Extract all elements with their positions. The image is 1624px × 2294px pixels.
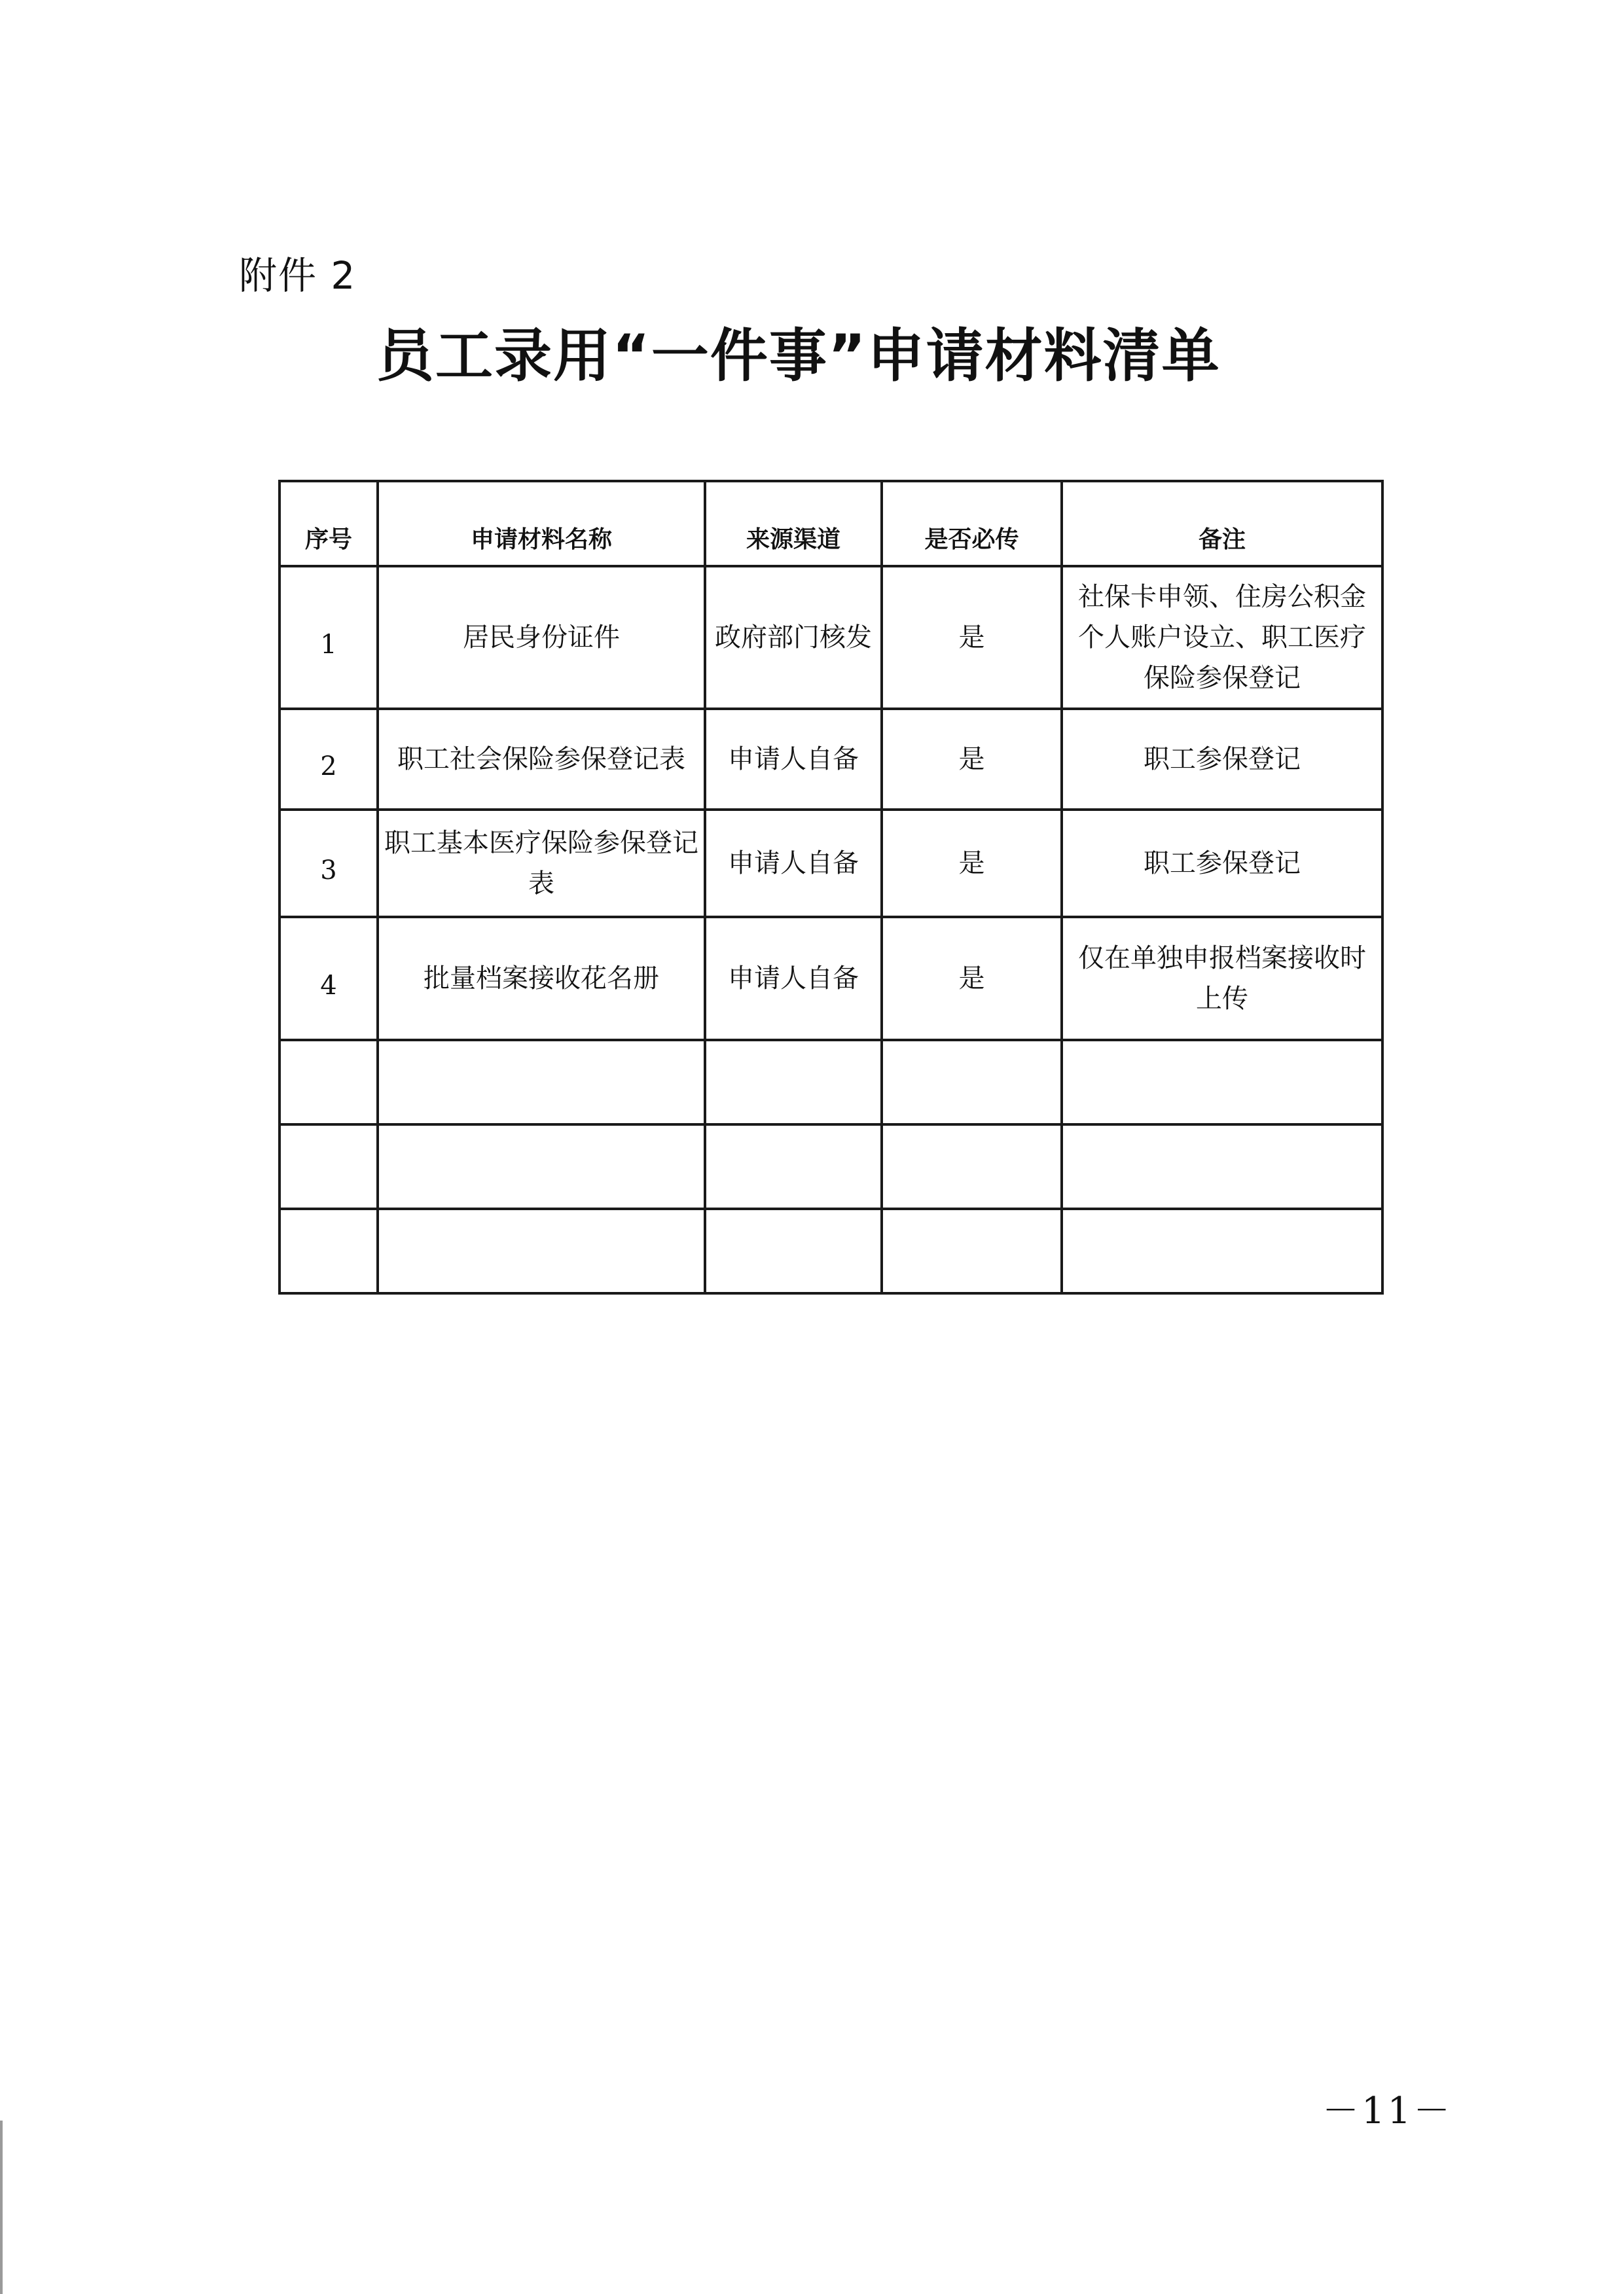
cell-no: 2 (280, 709, 378, 810)
scan-edge-line (0, 2121, 3, 2294)
empty-cell (280, 1124, 378, 1209)
document-title: 员工录用“一件事”申请材料清单 (376, 322, 1221, 389)
table-header-row (280, 481, 1382, 566)
cell-no: 3 (280, 810, 378, 917)
empty-cell (378, 1209, 705, 1293)
table-row (280, 566, 1382, 709)
cell-source: 申请人自备 (705, 709, 882, 810)
empty-cell (1062, 1124, 1382, 1209)
empty-cell (882, 1209, 1062, 1293)
empty-cell (882, 1040, 1062, 1124)
cell-name: 居民身份证件 (378, 566, 705, 709)
empty-table-row (280, 1124, 1382, 1209)
table-row (280, 810, 1382, 917)
cell-remark: 仅在单独申报档案接收时上传 (1062, 917, 1382, 1040)
cell-remark: 职工参保登记 (1062, 709, 1382, 810)
header-no: 序号 (280, 481, 378, 566)
empty-cell (705, 1040, 882, 1124)
materials-table (278, 480, 1384, 1295)
empty-table-row (280, 1209, 1382, 1293)
attachment-label: 附件 2 (239, 253, 357, 298)
cell-name: 批量档案接收花名册 (378, 917, 705, 1040)
header-source: 来源渠道 (705, 481, 882, 566)
cell-required: 是 (882, 709, 1062, 810)
empty-cell (378, 1124, 705, 1209)
empty-cell (280, 1209, 378, 1293)
empty-table-row (280, 1040, 1382, 1124)
cell-required: 是 (882, 917, 1062, 1040)
cell-required: 是 (882, 810, 1062, 917)
empty-cell (280, 1040, 378, 1124)
cell-remark: 社保卡申领、住房公积金个人账户设立、职工医疗保险参保登记 (1062, 566, 1382, 709)
empty-cell (1062, 1040, 1382, 1124)
empty-cell (705, 1124, 882, 1209)
cell-required: 是 (882, 566, 1062, 709)
page-number: －11－ (1322, 2090, 1453, 2132)
header-required: 是否必传 (882, 481, 1062, 566)
empty-cell (705, 1209, 882, 1293)
cell-name: 职工基本医疗保险参保登记表 (378, 810, 705, 917)
empty-cell (1062, 1209, 1382, 1293)
cell-remark: 职工参保登记 (1062, 810, 1382, 917)
cell-no: 4 (280, 917, 378, 1040)
cell-no: 1 (280, 566, 378, 709)
empty-cell (378, 1040, 705, 1124)
empty-cell (882, 1124, 1062, 1209)
header-remark: 备注 (1062, 481, 1382, 566)
cell-source: 申请人自备 (705, 810, 882, 917)
cell-source: 政府部门核发 (705, 566, 882, 709)
header-name: 申请材料名称 (378, 481, 705, 566)
cell-source: 申请人自备 (705, 917, 882, 1040)
table-row (280, 917, 1382, 1040)
cell-name: 职工社会保险参保登记表 (378, 709, 705, 810)
table-row (280, 709, 1382, 810)
